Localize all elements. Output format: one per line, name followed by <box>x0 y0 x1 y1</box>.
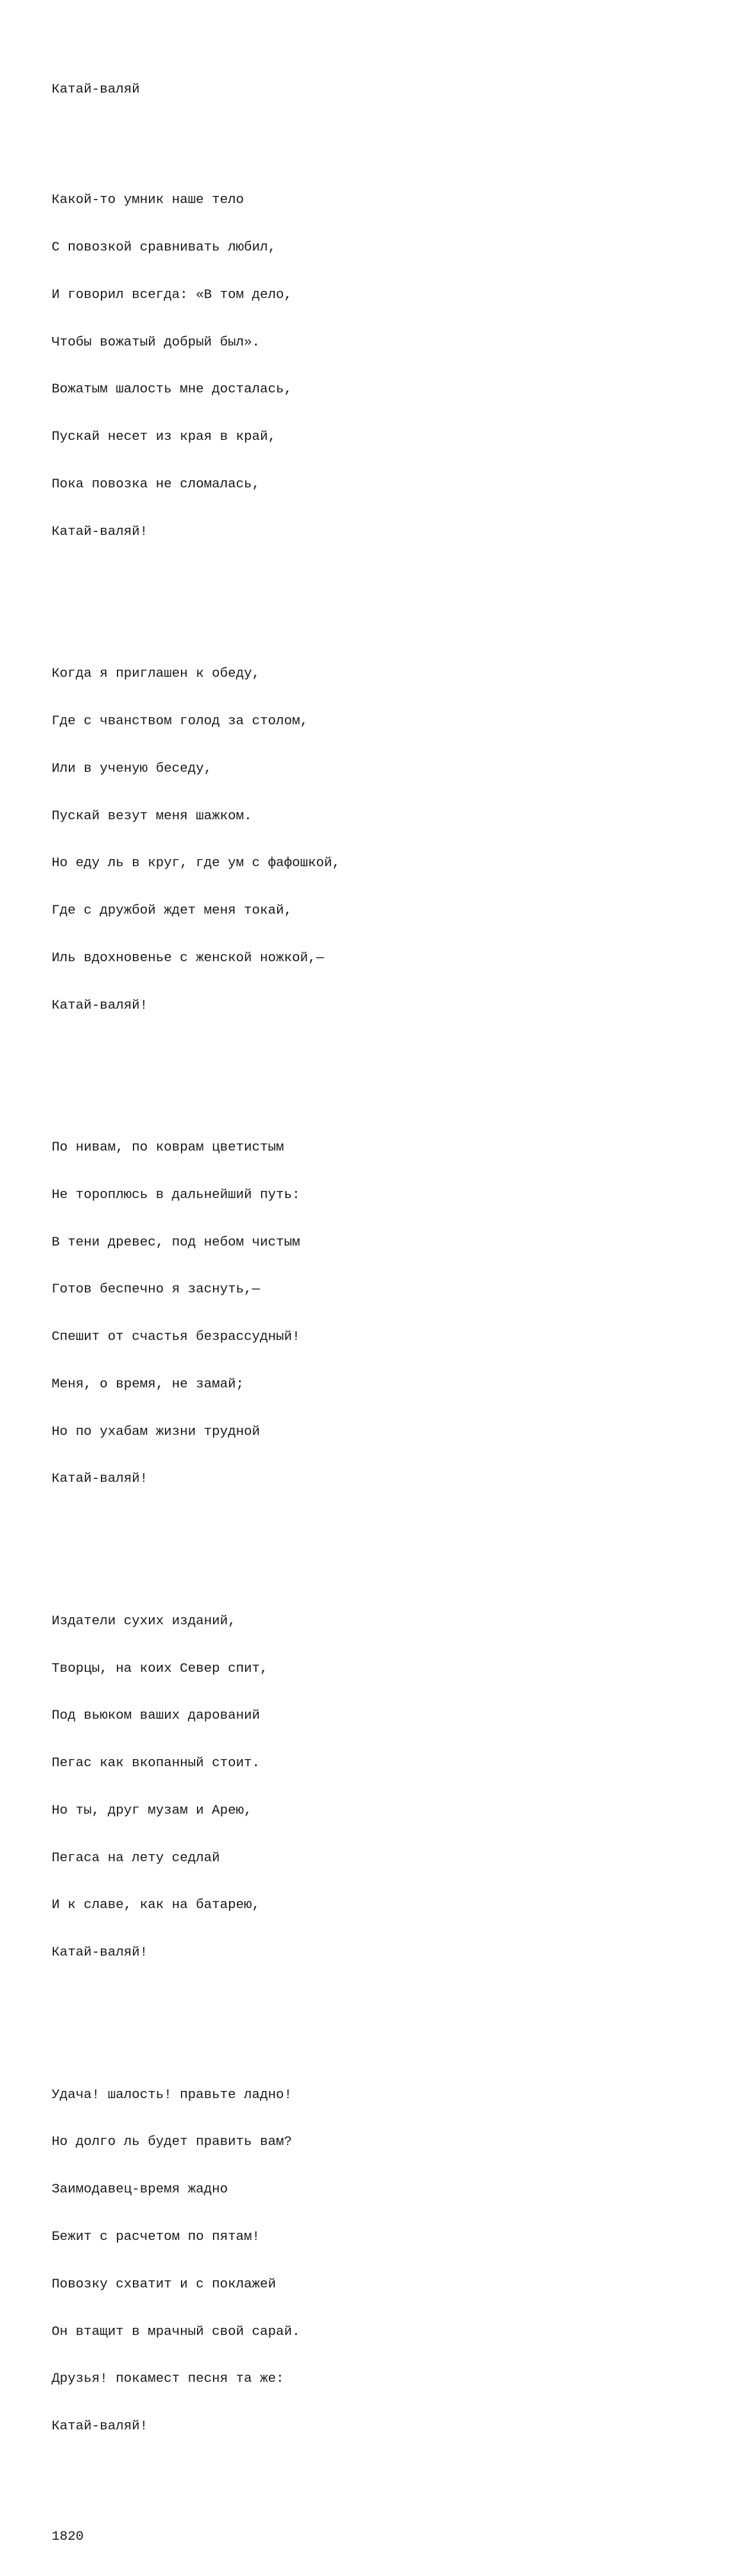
poem-line: Но долго ль будет править вам? <box>52 2134 293 2150</box>
poem-line: Когда я приглашен к обеду, <box>52 666 261 682</box>
stanza-4 <box>52 1582 340 1992</box>
poem-line: Иль вдохновенье с женской ножкой,— <box>52 949 325 965</box>
poem-line: Но по ухабам жизни трудной <box>52 1423 261 1439</box>
poem-line: Заимодавец-время жадно <box>52 2181 228 2197</box>
poem-line: Катай-валяй! <box>52 1944 148 1960</box>
poem-line: Творцы, на коих Север спит, <box>52 1660 268 1676</box>
poem-line: С повозкой сравнивать любил, <box>52 239 277 255</box>
poem-line: И к славе, как на батарею, <box>52 1897 261 1913</box>
poem-line: В тени древес, под небом чистым <box>52 1234 300 1250</box>
poem-line: Какой-то умник наше тело <box>52 192 244 208</box>
poem-line: Готов беспечно я заснуть,— <box>52 1281 261 1297</box>
poem-line: Под вьюком ваших дарований <box>52 1707 261 1723</box>
poem-title: Катай-валяй <box>52 81 140 97</box>
poem-year: 1820 <box>52 2529 84 2545</box>
poem-line: Удача! шалость! правьте ладно! <box>52 2086 293 2102</box>
poem-line: Где с дружбой ждет меня токай, <box>52 902 293 918</box>
poem-line: Катай-валяй! <box>52 523 148 539</box>
poem-line: И говорил всегда: «В том дело, <box>52 286 293 302</box>
poem-text <box>52 50 340 2576</box>
poem-line: Пускай несет из края в край, <box>52 429 277 445</box>
poem-line: Катай-валяй! <box>52 1471 148 1487</box>
stanza-3 <box>52 1108 340 1518</box>
poem-line: Но еду ль в круг, где ум с фафошкой, <box>52 855 341 871</box>
poem-line: Где с чванством голод за столом, <box>52 712 309 728</box>
poem-line: Катай-валяй! <box>52 2418 148 2434</box>
poem-line: Повозку схватит и с поклажей <box>52 2276 277 2292</box>
stanza-5 <box>52 2055 340 2465</box>
poem-line: Пегаса на лету седлай <box>52 1849 220 1865</box>
poem-line: Пускай везут меня шажком. <box>52 807 252 823</box>
poem-line: Пегас как вкопанный стоит. <box>52 1755 261 1771</box>
poem-line: Меня, о время, не замай; <box>52 1376 244 1392</box>
poem-line: Вожатым шалость мне досталась, <box>52 381 293 397</box>
poem-line: Чтобы вожатый добрый был». <box>52 334 261 350</box>
poem-line: Издатели сухих изданий, <box>52 1612 236 1628</box>
stanza-1 <box>52 160 340 571</box>
stanza-2 <box>52 634 340 1044</box>
poem-line: Пока повозка не сломалась, <box>52 476 261 492</box>
poem-line: Бежит с расчетом по пятам! <box>52 2228 261 2244</box>
poem-line: Или в ученую беседу, <box>52 760 212 776</box>
poem-line: Но ты, друг музам и Арею, <box>52 1802 252 1818</box>
poem-line: Катай-валяй! <box>52 997 148 1013</box>
poem-line: По нивам, по коврам цветистым <box>52 1139 284 1155</box>
poem-line: Не тороплюсь в дальнейший путь: <box>52 1186 300 1202</box>
poem-line: Друзья! покамест песня та же: <box>52 2371 284 2387</box>
poem-line: Спешит от счастья безрассудный! <box>52 1329 300 1345</box>
poem-line: Он втащит в мрачный свой сарай. <box>52 2323 300 2339</box>
